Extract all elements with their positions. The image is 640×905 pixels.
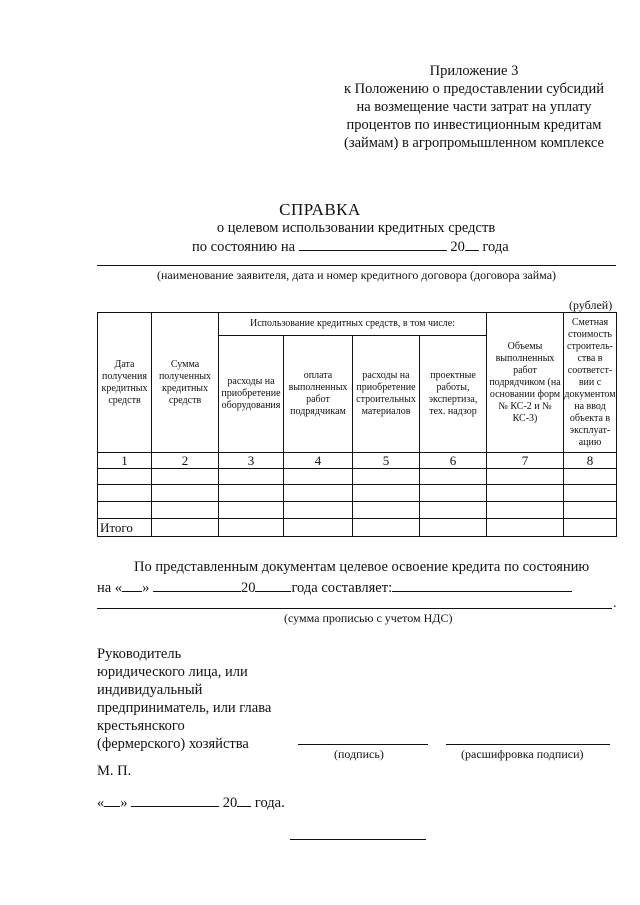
as-of-line (192, 236, 509, 256)
table-cell[interactable] (152, 502, 219, 519)
table-cell[interactable] (420, 502, 487, 519)
signature-line[interactable] (298, 744, 428, 745)
date-month-blank[interactable] (131, 792, 219, 807)
document-title: СПРАВКА (279, 200, 361, 219)
table-cell[interactable] (219, 469, 284, 485)
document-subtitle: о целевом использовании кредитных средств (216, 220, 496, 236)
column-number: 4 (284, 453, 353, 469)
month-blank[interactable] (153, 577, 241, 592)
line-period: . (613, 596, 617, 611)
year-word: года (291, 580, 318, 596)
table-cell[interactable] (152, 469, 219, 485)
amount-words-line[interactable] (97, 608, 612, 609)
table-cell[interactable] (353, 502, 420, 519)
column-number-row (98, 453, 617, 469)
quote-close: » (142, 580, 150, 596)
applicant-field-line[interactable] (97, 265, 616, 266)
as-of-suffix: года (482, 239, 509, 255)
table-cell[interactable] (98, 469, 152, 485)
date-year-prefix: 20 (222, 795, 238, 811)
applicant-caption: (наименование заявителя, дата и номер кредитного договора (договора займа) (156, 268, 557, 282)
column-number: 6 (420, 453, 487, 469)
appendix-line: на возмещение части затрат на уплату (356, 99, 592, 115)
appendix-block (330, 62, 618, 152)
table-cell[interactable] (420, 469, 487, 485)
date-year-blank[interactable] (237, 792, 251, 807)
column-number: 3 (219, 453, 284, 469)
header-design-works: проектные работы, экспертиза, тех. надзор (420, 336, 487, 453)
as-of-prefix: по состоянию на (192, 239, 296, 255)
column-number: 1 (98, 453, 152, 469)
table-row (98, 502, 617, 519)
units-label: (рублей) (569, 298, 613, 312)
table-cell[interactable] (564, 485, 617, 502)
date-quote-close: » (120, 795, 128, 811)
header-equipment-costs: расходы на приобретение оборудования (219, 336, 284, 453)
header-date-received: Дата получения кредитных средств (98, 313, 152, 453)
total-row (98, 519, 617, 537)
day-blank[interactable] (122, 577, 142, 592)
signer-line: индивидуальный (97, 682, 203, 698)
date-year-word: года. (254, 795, 285, 811)
table-cell[interactable] (564, 469, 617, 485)
signer-line: Руководитель (97, 646, 182, 662)
table-cell[interactable] (284, 469, 353, 485)
header-amount-received: Сумма полученных кредитных средств (152, 313, 219, 453)
table-cell[interactable] (98, 502, 152, 519)
total-label: Итого (98, 519, 152, 537)
table-cell[interactable] (219, 519, 284, 537)
column-number: 2 (152, 453, 219, 469)
signature-caption: (подпись) (334, 747, 384, 761)
header-estimated-cost: Сметная стоимость строитель-ства в соответст-вии с документом на ввод объекта в эксплуат-ацию (564, 313, 617, 453)
statement-date-line (97, 577, 572, 597)
table-cell[interactable] (487, 519, 564, 537)
appendix-line: Приложение 3 (429, 63, 519, 79)
decoding-line[interactable] (446, 744, 610, 745)
header-materials-costs: расходы на приобретение строительных материалов (353, 336, 420, 453)
statement-line: По представленным документам целевое освоение кредита по состоянию (134, 559, 590, 575)
table-cell[interactable] (284, 519, 353, 537)
year-prefix: 20 (240, 580, 256, 596)
table-cell[interactable] (420, 519, 487, 537)
date-day-blank[interactable] (104, 792, 120, 807)
year-blank[interactable] (255, 577, 291, 592)
column-number: 7 (487, 453, 564, 469)
amount-caption: (сумма прописью с учетом НДС) (284, 611, 453, 625)
signer-block (97, 645, 271, 753)
signer-line: предприниматель, или глава (97, 700, 272, 716)
table-cell[interactable] (564, 502, 617, 519)
table-cell[interactable] (219, 485, 284, 502)
header-usage-group: Использование кредитных средств, в том числе: (219, 313, 487, 336)
table-cell[interactable] (487, 485, 564, 502)
table-cell[interactable] (564, 519, 617, 537)
as-of-year: 20 (450, 239, 465, 255)
table-cell[interactable] (98, 485, 152, 502)
quote-open: « (114, 580, 123, 596)
table-cell[interactable] (152, 519, 219, 537)
credit-usage-table (97, 312, 617, 537)
header-contractor-payment: оплата выполненных работ подрядчикам (284, 336, 353, 453)
table-cell[interactable] (487, 502, 564, 519)
appendix-line: (займам) в агропромышленном комплексе (344, 135, 604, 151)
table-row (98, 469, 617, 485)
amounts-word: составляет: (321, 580, 393, 596)
table-cell[interactable] (353, 485, 420, 502)
appendix-line: процентов по инвестиционным кредитам (346, 117, 602, 133)
table-cell[interactable] (219, 502, 284, 519)
signer-line: крестьянского (97, 718, 185, 734)
column-number: 8 (564, 453, 617, 469)
table-cell[interactable] (284, 485, 353, 502)
on-word: на (97, 580, 112, 596)
table-cell[interactable] (420, 485, 487, 502)
signing-date (97, 792, 285, 812)
appendix-line: к Положению о предоставлении субсидий (343, 81, 605, 97)
column-number: 5 (353, 453, 420, 469)
table-cell[interactable] (284, 502, 353, 519)
bottom-line (290, 839, 426, 840)
as-of-year-blank[interactable] (465, 236, 479, 251)
table-cell[interactable] (353, 469, 420, 485)
signer-line: юридического лица, или (97, 664, 248, 680)
table-cell[interactable] (152, 485, 219, 502)
as-of-date-blank[interactable] (299, 236, 447, 251)
header-contractor-volumes: Объемы выполненных работ подрядчиком (на основании форм № КС-2 и № КС-3) (487, 313, 564, 453)
date-quote-open: « (97, 795, 105, 811)
signer-line: (фермерского) хозяйства (97, 736, 249, 752)
table-cell[interactable] (353, 519, 420, 537)
amount-blank[interactable] (392, 577, 572, 592)
decoding-caption: (расшифровка подписи) (461, 747, 584, 761)
stamp-label: М. П. (97, 763, 132, 779)
table-cell[interactable] (487, 469, 564, 485)
table-row (98, 485, 617, 502)
